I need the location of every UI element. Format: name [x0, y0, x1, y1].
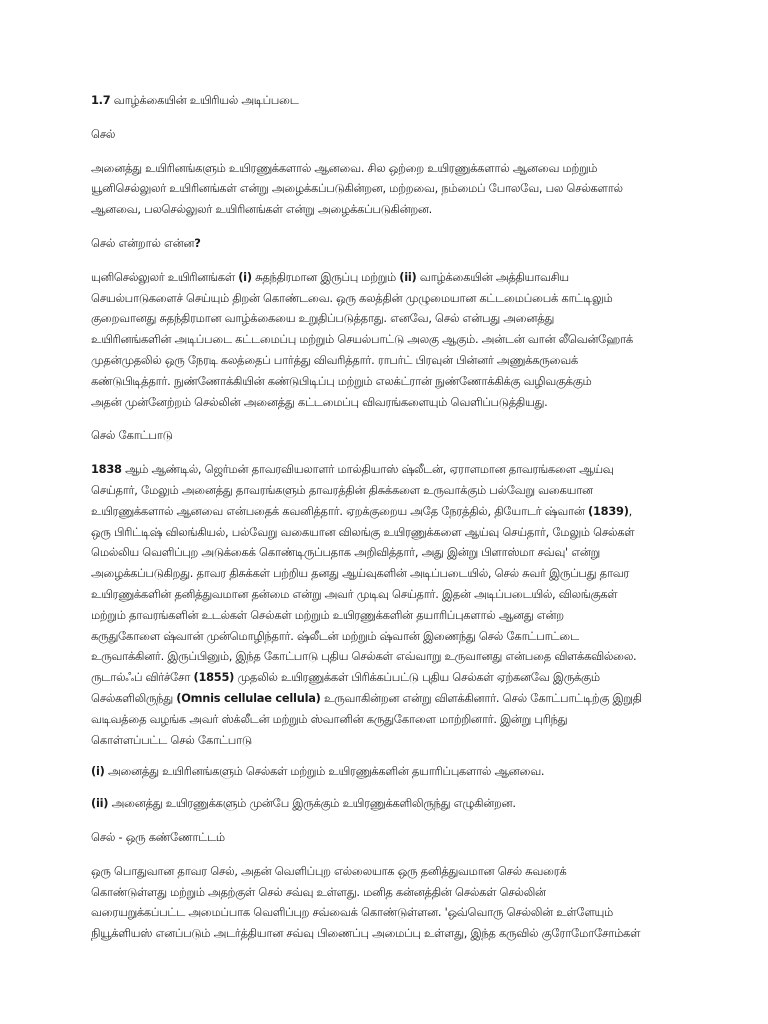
intro-paragraph: [91, 158, 691, 220]
text-line: உயிரணுக்களின் தனித்துவமான தன்மை என்று அவர் முடிவு செய்தார். இதன் அடிப்படையில், விலங்குகள்: [91, 586, 618, 601]
theory-paragraph: [91, 459, 691, 750]
text-run: ஆம் ஆண்டில், ஜெர்மன் தாவரவியலாளர் மால்தியாஸ் ஷ்லீடன், ஏராளமான தாவரங்களை ஆய்வு: [121, 462, 614, 477]
text-line: கண்டுபிடித்தார். நுண்ணோக்கியின் கண்டுபிடிப்பு மற்றும் எலக்ட்ரான் நுண்ணோக்கிக்கு வழிவகுக்கும்: [91, 373, 592, 388]
text-line: கருதுகோளை ஷ்வான் முன்மொழிந்தார். ஷ்லீடன் மற்றும் ஷ்வான் இணைந்து செல் கோட்பாட்டை: [91, 628, 579, 643]
text-run: வாழ்க்கையின் அத்தியாவசிய: [416, 269, 569, 284]
heading-cell-theory: செல் கோட்பாடு: [91, 428, 173, 443]
bold-run: (Omnis cellulae cellula): [176, 690, 321, 705]
bold-run: (i): [238, 269, 252, 284]
heading-cell-overview: செல் - ஒரு கண்ணோட்டம்: [91, 829, 225, 844]
text-line: [91, 688, 691, 709]
text-line: முதன்முதலில் ஒரு நேரடி கலத்தைப் பார்த்து விவரித்தார். ராபர்ட் பிரவுன் பின்னர் அணுக்கருவைக்: [91, 352, 578, 367]
text-line: மற்றும் தாவரங்களின் உடல்கள் செல்கள் மற்றும் உயிரணுக்களின் தயாரிப்புகளால் ஆனது என்ற: [91, 607, 564, 622]
text-line: யூனிசெல்லுலர் உயிரினங்கள் என்று அழைக்கப்படுகின்றன, மற்றவை, நம்மைப் போலவே, பல செல்களால்: [91, 181, 623, 196]
text-run: உயிரணுக்களால் ஆனவை என்பதைக் கவனித்தார். ஏறக்குறைய அதே நேரத்தில், தியோடர் ஷ்வான்: [91, 503, 589, 518]
text-line: வடிவத்தை வழங்க அவர் ஸ்க்லீடன் மற்றும் ஸ்வானின் கருதுகோளை மாற்றினார். இன்று புரிந்து: [91, 711, 568, 726]
text-run: முதலில் உயிரணுக்கள் பிரிக்கப்பட்டு புதிய செல்கள் ஏற்கனவே இருக்கும்: [234, 670, 600, 685]
text-line: [91, 267, 691, 288]
text-line: செய்தார், மேலும் அனைத்து தாவரங்களும் தாவரத்தின் திசுக்களை உருவாக்கும் பல்வேறு வகையான: [91, 482, 593, 497]
heading-what-is-cell: [91, 233, 691, 254]
heading-cell: செல்: [91, 126, 116, 141]
text-run: யுனிசெல்லுலர் உயிரினங்கள்: [91, 269, 239, 284]
text-run: செல்களிலிருந்து: [91, 690, 177, 705]
point-label: (ii): [91, 796, 109, 811]
point-text: அனைத்து உயிரினங்களும் செல்கள் மற்றும் உயிரணுக்களின் தயாரிப்புகளால் ஆனவை.: [104, 764, 545, 779]
text-line: அழைக்கப்படுகிறது. தாவர திசுக்கள் பற்றிய தனது ஆய்வுகளின் அடிப்படையில், செல் சுவர் இருப்பது தாவர: [91, 566, 630, 581]
document-body: [91, 90, 691, 944]
text-line: நியூக்ளியஸ் எனப்படும் அடர்த்தியான சவ்வு பிணைப்பு அமைப்பு உள்ளது, இந்த கருவில் குரோமோசோம்கள்: [91, 926, 641, 941]
text-run: உருவாகின்றன என்று விளக்கினார். செல் கோட்பாட்டிற்கு இறுதி: [320, 690, 642, 705]
bold-run: (1855): [193, 670, 235, 685]
text-line: ஒரு பொதுவான தாவர செல், அதன் வெளிப்புற எல்லையாக ஒரு தனித்துவமான செல் சுவரைக்: [91, 863, 567, 878]
point-label: (i): [91, 764, 105, 779]
text-run: சுதந்திரமான இருப்பு மற்றும்: [251, 269, 400, 284]
text-line: மெல்லிய வெளிப்புற அடுக்கைக் கொண்டிருப்பதாக அறிவித்தார், அது இன்று பிளாஸ்மா சவ்வு' என்று: [91, 545, 600, 560]
text-line: குறைவானது சுதந்திரமான வாழ்க்கையை உறுதிப்படுத்தாது. எனவே, செல் என்பது அனைத்து: [91, 311, 554, 326]
text-line: அனைத்து உயிரினங்களும் உயிரணுக்களால் ஆனவை. சில ஒற்றை உயிரணுக்களால் ஆனவை மற்றும்: [91, 160, 598, 175]
theory-point-1: [91, 761, 691, 782]
overview-paragraph: [91, 861, 691, 944]
text-line: செயல்பாடுகளைச் செய்யும் திறன் கொண்டவை. ஒரு கலத்தின் முழுமையான கட்டமைப்பைக் காட்டிலும்: [91, 290, 613, 305]
text-line: ஆனவை, பலசெல்லுலர் உயிரினங்கள் என்று அழைக்கப்படுகின்றன.: [91, 202, 433, 217]
text-line: உயிரினங்களின் அடிப்படை கட்டமைப்பு மற்றும் செயல்பாட்டு அலகு ஆகும். அன்டன் வான் லீவென்ஹோக்: [91, 332, 633, 347]
bold-run: 1838: [91, 462, 122, 477]
text-line: உருவாக்கினர். இருப்பினும், இந்த கோட்பாடு புதிய செல்கள் எவ்வாறு உருவானது என்பதை விளக்கவில்லை.: [91, 649, 637, 664]
point-text: அனைத்து உயிரணுக்களும் முன்பே இருக்கும் உயிரணுக்களிலிருந்து எழுகின்றன.: [108, 796, 516, 811]
text-line: ஒரு பிரிட்டிஷ் விலங்கியல், பல்வேறு வகையான விலங்கு உயிரணுக்களை ஆய்வு செய்தார், மேலும் செல்கள்: [91, 524, 635, 539]
text-line: கொள்ளப்பட்ட செல் கோட்பாடு: [91, 732, 252, 747]
text-line: கொண்டுள்ளது மற்றும் அதற்குள் செல் சவ்வு உள்ளது. மனித கன்னத்தின் செல்கள் செல்லின்: [91, 884, 546, 899]
text-line: [91, 459, 691, 480]
heading-text: செல் என்றால் என்ன: [91, 235, 195, 250]
theory-point-2: [91, 793, 691, 814]
text-line: வரையறுக்கப்பட்ட அமைப்பாக வெளிப்புற சவ்வைக் கொண்டுள்ளன. 'ஒவ்வொரு செல்லின் உள்ளேயும்: [91, 905, 613, 920]
page-title: [91, 90, 691, 111]
text-line: அதன் முன்னேற்றம் செல்லின் அனைத்து கட்டமைப்பு விவரங்களையும் வெளிப்படுத்தியது.: [91, 394, 548, 409]
bold-run: (1839): [588, 503, 629, 518]
text-line: [91, 501, 691, 522]
section-title: வாழ்க்கையின் உயிரியல் அடிப்படை: [110, 93, 299, 107]
what-paragraph: [91, 267, 691, 413]
question-mark: ?: [194, 235, 201, 250]
text-run: ருடால்ஃப் விர்ச்சோ: [91, 670, 194, 685]
text-run: ,: [628, 503, 633, 518]
text-line: [91, 667, 691, 688]
bold-run: (ii): [399, 269, 417, 284]
section-number: 1.7: [91, 93, 111, 107]
